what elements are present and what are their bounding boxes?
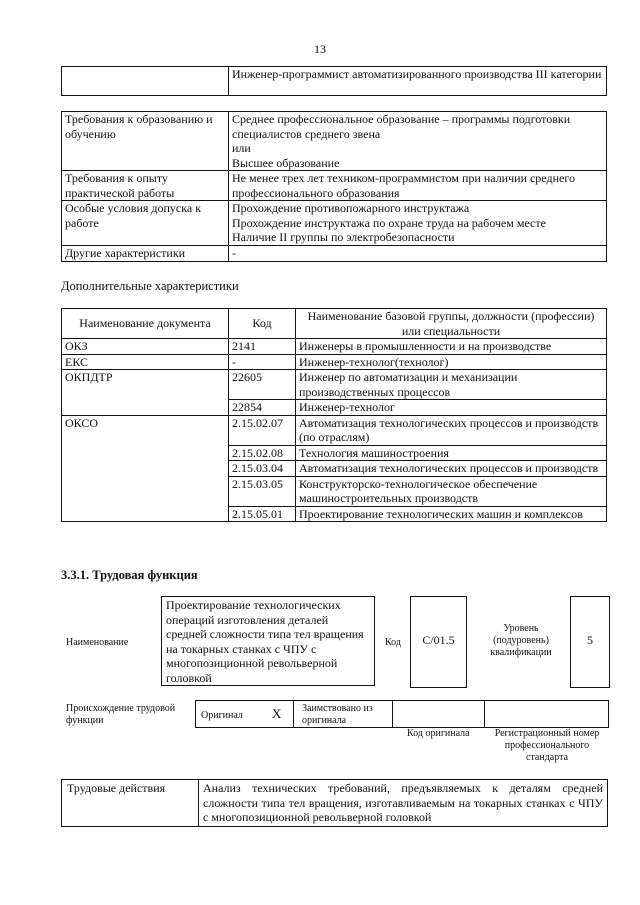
cell-code: 2.15.02.08 (229, 445, 296, 461)
level-value: 5 (587, 633, 593, 647)
cell-code: 2.15.02.07 (229, 415, 296, 445)
function-name-value: Проектирование технологических операций изготовления деталей средней сложности типа тел вращения на токарных станках с ЧПУ с многопозиционной револьверной головкой (166, 598, 364, 685)
code-value: С/01.5 (422, 633, 455, 647)
table-row (62, 201, 607, 246)
table-row (62, 171, 607, 201)
req-line: Прохождение противопожарного инструктажа (232, 201, 470, 215)
req-value-other (229, 246, 607, 262)
cell-code: 22854 (229, 400, 296, 416)
additional-table (61, 308, 607, 522)
table-row (62, 415, 607, 445)
divider (293, 700, 294, 728)
table-row (62, 246, 607, 262)
original-mark: X (272, 706, 282, 721)
req-line: Среднее профессиональное образование – программы подготовки специалистов среднего звена (232, 112, 571, 141)
reg-number-label: Регистрационный номер профессионального стандарта (494, 728, 600, 763)
cell-name: Технология машиностроения (296, 445, 607, 461)
req-label-admission: Особые условия допуска к работе (62, 201, 229, 246)
cell-name: Конструкторско-технологическое обеспечение машиностроительных производств (296, 476, 607, 506)
header-doc: Наименование документа (62, 309, 229, 339)
req-label-education: Требования к образованию и обучению (62, 112, 229, 171)
labor-actions-value: Анализ технических требований, предъявляемых к деталям средней сложности типа тел вращения, изготавливаемым на токарных станках с ЧПУ с многопозиционной револьверной головкой (199, 780, 608, 827)
cell-code: 2.15.03.05 (229, 476, 296, 506)
cell-doc: ОКЗ (62, 339, 229, 355)
code-original-label: Код оригинала (407, 728, 470, 739)
cell-name: Инженер-технолог(технолог) (296, 354, 607, 370)
origin-label: Происхождение трудовой функции (66, 703, 176, 726)
cell-code: 22605 (229, 370, 296, 400)
labor-actions-table (61, 779, 608, 827)
divider (392, 700, 393, 728)
borrowed-label: Заимствовано из оригинала (302, 703, 373, 726)
cell-name: Автоматизация технологических процессов и производств (296, 461, 607, 477)
name-label: Наименование (66, 637, 129, 648)
req-line: Прохождение инструктажа по охране труда на рабочем месте (232, 215, 546, 230)
page-number: 13 (314, 42, 326, 56)
table-row (62, 370, 607, 400)
req-line: Не менее трех лет техником-программистом при наличии среднего профессионального образования (232, 171, 575, 200)
original-label: Оригинал (201, 710, 243, 721)
cell-doc: ОКПДТР (62, 370, 229, 416)
cell-code: 2141 (229, 339, 296, 355)
table-row (62, 780, 608, 827)
table-row (62, 339, 607, 355)
header-name: Наименование базовой группы, должности (профессии) или специальности (296, 309, 607, 339)
cell-name: Инженер-технолог (296, 400, 607, 416)
cell-code: - (229, 354, 296, 370)
origin-box (195, 700, 609, 728)
labor-function-title: 3.3.1. Трудовая функция (61, 568, 198, 582)
req-line: Высшее образование (232, 155, 340, 170)
function-name-box (161, 596, 375, 686)
code-label: Код (385, 637, 401, 648)
top-label (62, 67, 229, 96)
cell-doc: ЕКС (62, 354, 229, 370)
table-row (62, 112, 607, 171)
requirements-table (61, 111, 607, 262)
table-row (62, 354, 607, 370)
top-value: Инженер-программист автоматизированного производства III категории (229, 67, 607, 96)
header-code: Код (229, 309, 296, 339)
cell-name: Проектирование технологических машин и комплексов (296, 506, 607, 522)
req-line: Наличие II группы по электробезопасности (232, 230, 455, 244)
cell-doc: ОКСО (62, 415, 229, 522)
table-row (62, 67, 607, 96)
cell-code: 2.15.05.01 (229, 506, 296, 522)
req-label-experience: Требования к опыту практической работы (62, 171, 229, 201)
level-box (570, 596, 610, 688)
req-value-education (229, 112, 607, 171)
req-line: - (232, 246, 236, 260)
req-label-other: Другие характеристики (62, 246, 229, 262)
cell-name: Автоматизация технологических процессов и производств (по отраслям) (296, 415, 607, 445)
table-header-row (62, 309, 607, 339)
top-table (61, 66, 607, 96)
level-label: Уровень (подуровень) квалификации (490, 623, 552, 658)
labor-actions-label: Трудовые действия (62, 780, 199, 827)
cell-name: Инженеры в промышленности и на производстве (296, 339, 607, 355)
code-box (410, 596, 467, 688)
cell-code: 2.15.03.04 (229, 461, 296, 477)
req-value-experience (229, 171, 607, 201)
cell-name: Инженер по автоматизации и механизации производственных процессов (296, 370, 607, 400)
req-line: или (232, 141, 251, 155)
req-value-admission (229, 201, 607, 246)
divider (484, 700, 485, 728)
additional-title: Дополнительные характеристики (61, 279, 239, 293)
